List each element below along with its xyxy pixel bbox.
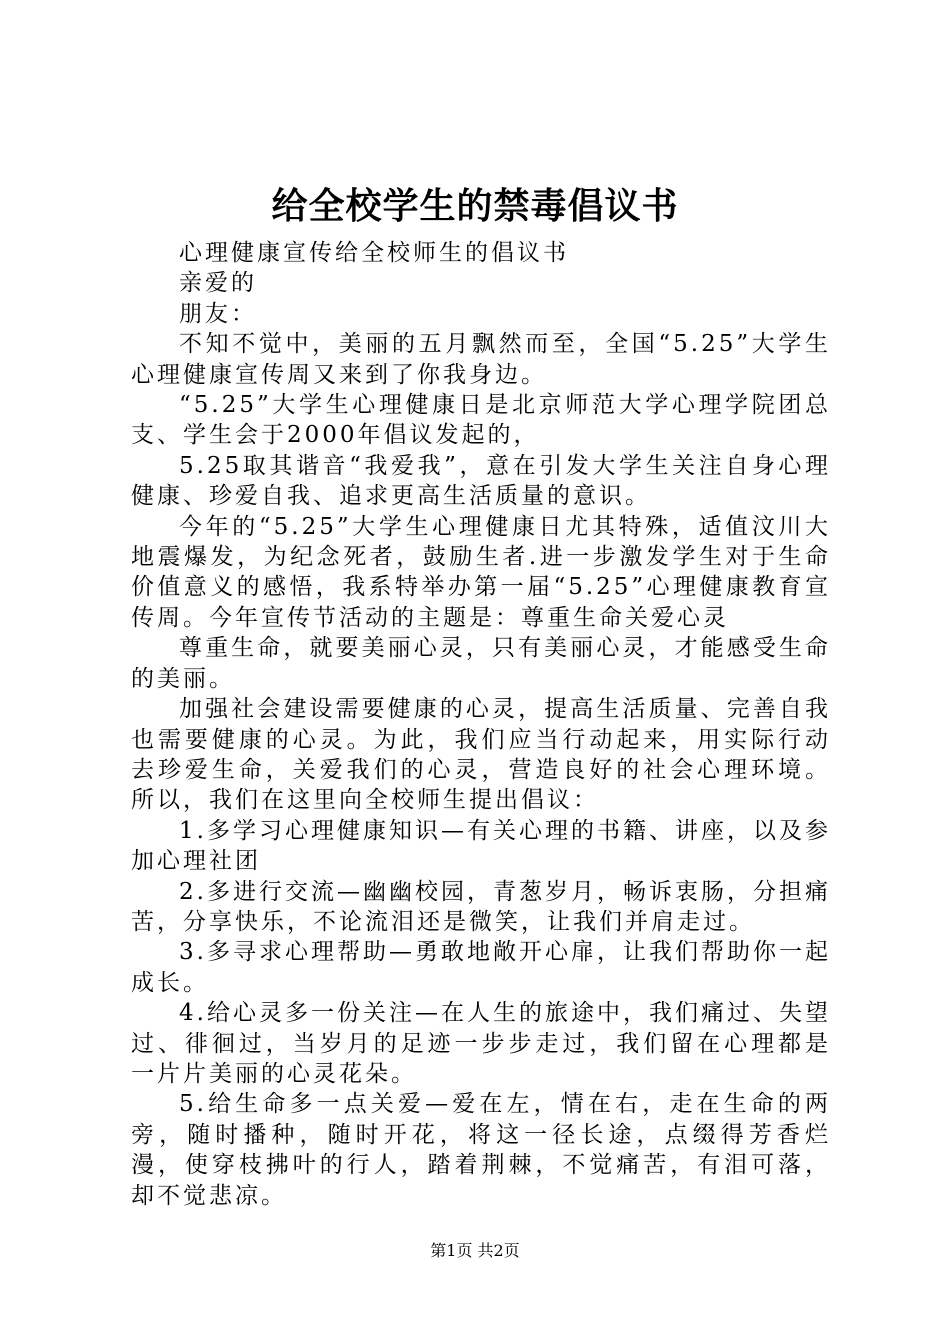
- paragraph: 今年的“5.25”大学生心理健康日尤其特殊，适值汶川大地震爆发，为纪念死者，鼓励生者.进一步激发学生对于生命价值意义的感悟，我系特举办第一届“5.25”心理健康教育宣传周。今年宣传节活动的主题是：尊重生命关爱心灵: [131, 513, 831, 631]
- document-title: 给全校学生的禁毒倡议书: [271, 186, 679, 227]
- page-footer: 第1页 共2页: [430, 1241, 520, 1260]
- paragraph-salutation: 亲爱的: [179, 270, 257, 297]
- paragraph: 加强社会建设需要健康的心灵，提高生活质量、完善自我也需要健康的心灵。为此，我们应当行动起来，用实际行动去珍爱生命，关爱我们的心灵，营造良好的社会心理环境。所以，我们在这里向全校师生提出倡议：: [131, 696, 831, 814]
- paragraph: “5.25”大学生心理健康日是北京师范大学心理学院团总支、学生会于2000年倡议发起的，: [131, 392, 831, 449]
- paragraph-subtitle: 心理健康宣传给全校师生的倡议书: [179, 240, 569, 266]
- list-item: 4.给心灵多一份关注—在人生的旅途中，我们痛过、失望过、徘徊过，当岁月的足迹一步步走过，我们留在心理都是一片片美丽的心灵花朵。: [131, 1000, 831, 1087]
- list-item: 3.多寻求心理帮助—勇敢地敞开心扉，让我们帮助你一起成长。: [131, 939, 831, 996]
- list-item: 5.给生命多一点关爱—爱在左，情在右，走在生命的两旁，随时播种，随时开花，将这一径长途，点缀得芳香烂漫，使穿枝拂叶的行人，踏着荆棘，不觉痛苦，有泪可落，却不觉悲凉。: [131, 1091, 831, 1209]
- document-body: [131, 238, 831, 1211]
- paragraph: 5.25取其谐音“我爱我”，意在引发大学生关注自身心理健康、珍爱自我、追求更高生活质量的意识。: [131, 452, 831, 510]
- list-item: 2.多进行交流—幽幽校园，青葱岁月，畅诉衷肠，分担痛苦，分享快乐，不论流泪还是微笑，让我们并肩走过。: [131, 878, 831, 935]
- paragraph-salutation-cont: 朋友：: [179, 300, 257, 327]
- paragraph: 不知不觉中，美丽的五月飘然而至，全国“5.25”大学生心理健康宣传周又来到了你我身边。: [131, 331, 831, 388]
- paragraph: 尊重生命，就要美丽心灵，只有美丽心灵，才能感受生命的美丽。: [131, 635, 831, 692]
- list-item: 1.多学习心理健康知识—有关心理的书籍、讲座，以及参加心理社团: [131, 817, 831, 875]
